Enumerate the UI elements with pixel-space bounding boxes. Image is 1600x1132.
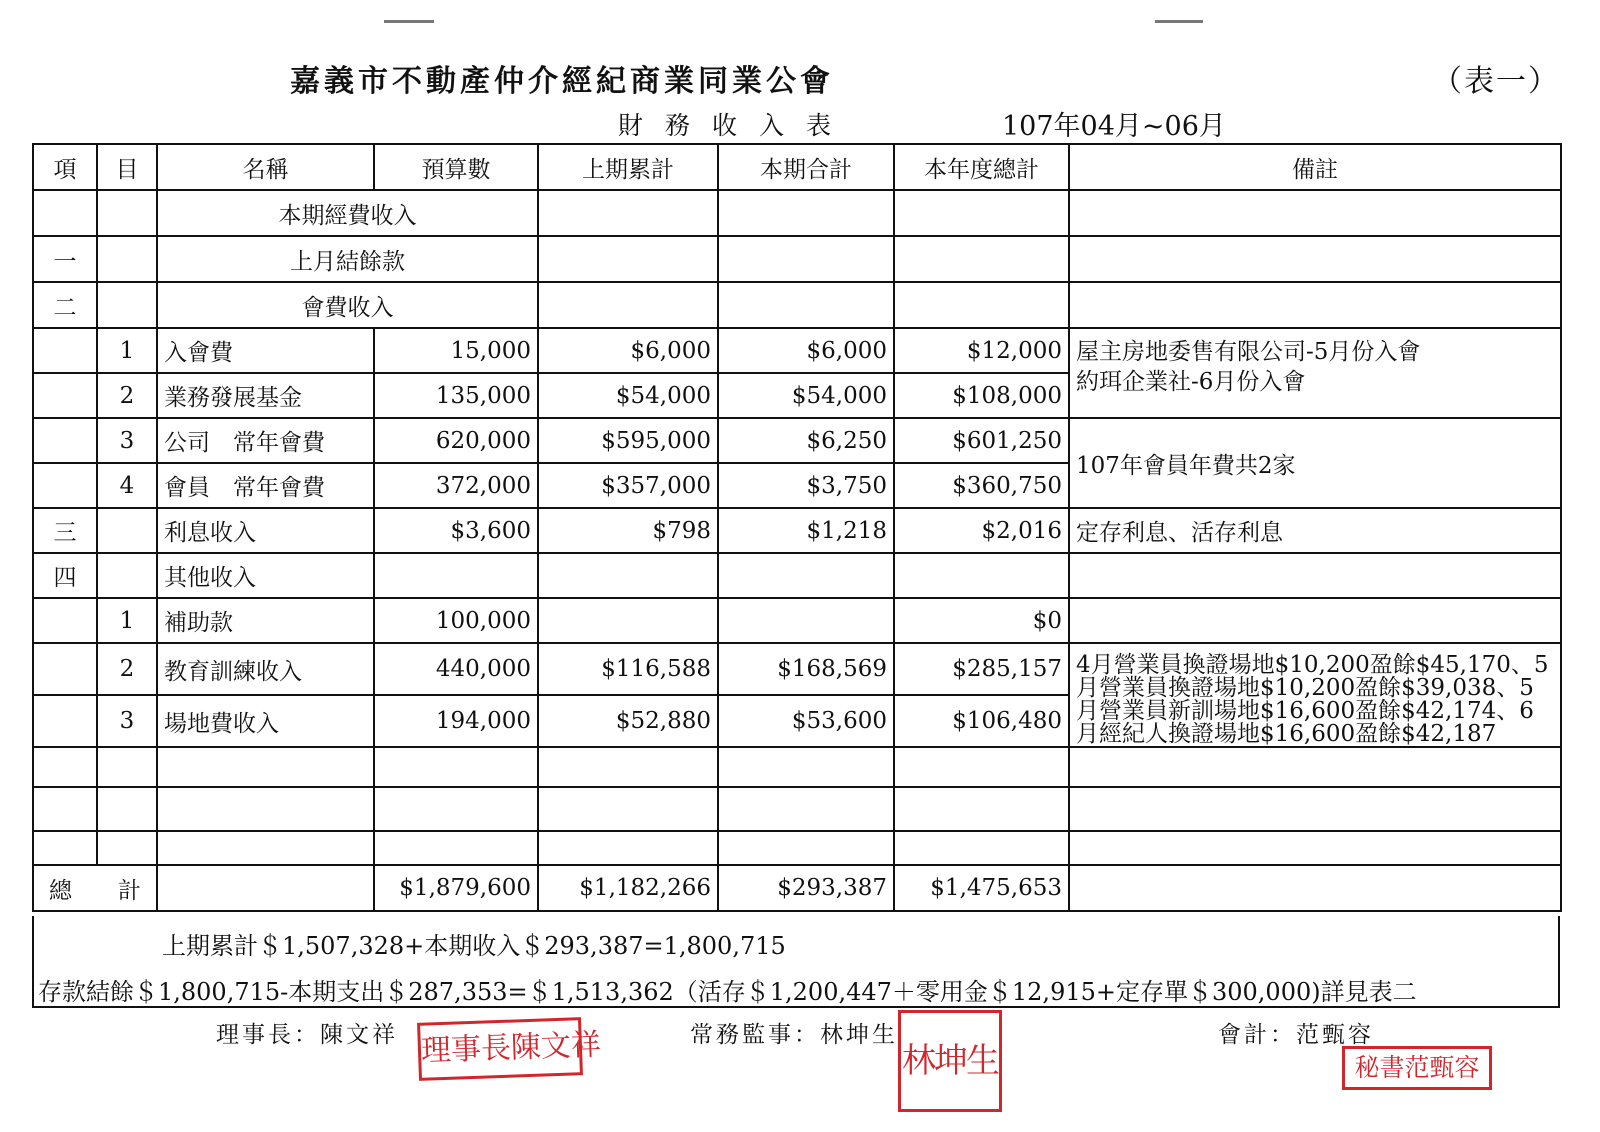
cell-item	[33, 328, 97, 373]
cell-item	[33, 643, 97, 695]
cell-sub: 1	[97, 328, 157, 373]
cell-current: $53,600	[718, 695, 894, 747]
supervisor-signature: 常務監事：林坤生	[690, 1022, 898, 1048]
table-row	[33, 598, 1561, 643]
cell-prev: $54,000	[538, 373, 718, 418]
cell-budget: 15,000	[374, 328, 538, 373]
cell-budget: 440,000	[374, 643, 538, 695]
cell-note	[1069, 598, 1561, 643]
cell-current	[718, 598, 894, 643]
col-header-name: 名稱	[157, 144, 374, 190]
cell-prev: $357,000	[538, 463, 718, 508]
empty-row	[33, 831, 1561, 865]
empty-row	[33, 787, 1561, 831]
cell-note	[1069, 553, 1561, 598]
table-row	[33, 328, 1561, 373]
cell-note	[1069, 236, 1561, 282]
cell-current: $1,218	[718, 508, 894, 553]
total-note-cell	[1069, 865, 1561, 911]
cell-name: 其他收入	[157, 553, 374, 598]
note-entry-fee-line2: 約珥企業社-6月份入會	[1076, 369, 1306, 395]
chairman-signature: 理事長：陳文祥	[216, 1022, 398, 1048]
cell-prev	[538, 553, 718, 598]
col-header-ytd: 本年度總計	[894, 144, 1069, 190]
cell-prev	[538, 236, 718, 282]
cell-sub	[97, 553, 157, 598]
cell-budget: 620,000	[374, 418, 538, 463]
total-budget: $1,879,600	[374, 865, 538, 911]
cell-name: 會費收入	[157, 282, 538, 328]
chairman-seal: 理事長陳文祥	[417, 1017, 583, 1081]
supervisor-seal: 林坤生	[898, 1010, 1002, 1112]
cell-ytd: $0	[894, 598, 1069, 643]
table-row	[33, 236, 1561, 282]
col-header-prev: 上期累計	[538, 144, 718, 190]
cell-current	[718, 282, 894, 328]
cell-sub	[97, 508, 157, 553]
col-header-budget: 預算數	[374, 144, 538, 190]
cell-note	[1069, 190, 1561, 236]
cell-ytd	[894, 553, 1069, 598]
cell-name: 利息收入	[157, 508, 374, 553]
cell-prev	[538, 282, 718, 328]
total-label: 總 計	[33, 865, 157, 911]
cell-name: 補助款	[157, 598, 374, 643]
cell-sub: 3	[97, 418, 157, 463]
cell-name: 業務發展基金	[157, 373, 374, 418]
cell-ytd: $360,750	[894, 463, 1069, 508]
top-mark-left	[384, 20, 434, 23]
cell-budget: 100,000	[374, 598, 538, 643]
cell-sub: 2	[97, 643, 157, 695]
cell-prev: $798	[538, 508, 718, 553]
col-header-item: 項	[33, 144, 97, 190]
cell-prev	[538, 598, 718, 643]
report-subtitle: 財務收入表	[618, 111, 854, 140]
cell-prev: $595,000	[538, 418, 718, 463]
cell-name: 會員 常年會費	[157, 463, 374, 508]
cell-prev: $52,880	[538, 695, 718, 747]
cell-prev: $6,000	[538, 328, 718, 373]
cell-current	[718, 236, 894, 282]
cell-current	[718, 553, 894, 598]
cell-ytd: $2,016	[894, 508, 1069, 553]
table-row	[33, 190, 1561, 236]
cell-item	[33, 418, 97, 463]
col-header-current: 本期合計	[718, 144, 894, 190]
table-row	[33, 418, 1561, 463]
cell-item: 二	[33, 282, 97, 328]
cell-budget	[374, 553, 538, 598]
org-title: 嘉義市不動產仲介經紀商業同業公會	[290, 64, 834, 99]
total-name-cell	[157, 865, 374, 911]
cell-note-entry-fee	[1069, 328, 1561, 418]
cell-note-interest: 定存利息、活存利息	[1069, 508, 1561, 553]
cell-item	[33, 373, 97, 418]
cell-current: $3,750	[718, 463, 894, 508]
cell-ytd	[894, 236, 1069, 282]
note-entry-fee-line1: 屋主房地委售有限公司-5月份入會	[1076, 339, 1421, 365]
cell-name: 場地費收入	[157, 695, 374, 747]
empty-row	[33, 747, 1561, 787]
total-prev: $1,182,266	[538, 865, 718, 911]
cell-prev: $116,588	[538, 643, 718, 695]
cell-item	[33, 463, 97, 508]
total-row	[33, 865, 1561, 911]
top-mark-right	[1155, 20, 1203, 23]
cell-name: 教育訓練收入	[157, 643, 374, 695]
cell-item	[33, 190, 97, 236]
cell-sub	[97, 190, 157, 236]
report-period: 107年04月~06月	[1002, 111, 1226, 142]
table-header-row	[33, 144, 1561, 190]
table-row	[33, 508, 1561, 553]
cell-item: 一	[33, 236, 97, 282]
cell-sub	[97, 236, 157, 282]
secretary-seal: 秘書范甄容	[1342, 1046, 1492, 1090]
col-header-sub: 目	[97, 144, 157, 190]
table-row	[33, 553, 1561, 598]
cell-budget: 194,000	[374, 695, 538, 747]
cell-current: $6,000	[718, 328, 894, 373]
cell-current: $6,250	[718, 418, 894, 463]
summary-line-1: 上期累計＄1,507,328+本期收入＄293,387=1,800,715	[162, 932, 786, 960]
cell-budget: 135,000	[374, 373, 538, 418]
cell-prev	[538, 190, 718, 236]
cell-note	[1069, 282, 1561, 328]
cell-ytd: $601,250	[894, 418, 1069, 463]
cell-ytd	[894, 190, 1069, 236]
col-header-notes: 備註	[1069, 144, 1561, 190]
cell-budget: 372,000	[374, 463, 538, 508]
form-number: （表一）	[1432, 64, 1560, 99]
table-row	[33, 643, 1561, 695]
cell-ytd: $285,157	[894, 643, 1069, 695]
income-table	[32, 143, 1562, 912]
cell-item: 三	[33, 508, 97, 553]
summary-line-2: 存款結餘＄1,800,715-本期支出＄287,353=＄1,513,362（活存＄1,200,447＋零用金＄12,915+定存單＄300,000)詳見表二	[38, 978, 1417, 1006]
cell-sub: 2	[97, 373, 157, 418]
cell-name: 上月結餘款	[157, 236, 538, 282]
cell-ytd: $106,480	[894, 695, 1069, 747]
cell-sub	[97, 282, 157, 328]
cell-name: 本期經費收入	[157, 190, 538, 236]
cell-budget: $3,600	[374, 508, 538, 553]
cell-sub: 1	[97, 598, 157, 643]
cell-name: 入會費	[157, 328, 374, 373]
cell-sub: 4	[97, 463, 157, 508]
cell-name: 公司 常年會費	[157, 418, 374, 463]
total-current: $293,387	[718, 865, 894, 911]
cell-note-membership: 107年會員年費共2家	[1069, 418, 1561, 508]
cell-sub: 3	[97, 695, 157, 747]
cell-item	[33, 598, 97, 643]
cell-note-training: 4月營業員換證場地$10,200盈餘$45,170、5月營業員換證場地$10,200盈餘$39,038、5月營業員新訓場地$16,600盈餘$42,174、6月經紀人換證場地$16,600盈餘$42,187	[1069, 643, 1561, 747]
cell-ytd: $12,000	[894, 328, 1069, 373]
cell-current: $168,569	[718, 643, 894, 695]
cell-current	[718, 190, 894, 236]
total-ytd: $1,475,653	[894, 865, 1069, 911]
cell-ytd	[894, 282, 1069, 328]
cell-item: 四	[33, 553, 97, 598]
table-row	[33, 282, 1561, 328]
accountant-signature: 會計：范甄容	[1218, 1022, 1374, 1048]
cell-current: $54,000	[718, 373, 894, 418]
cell-ytd: $108,000	[894, 373, 1069, 418]
cell-item	[33, 695, 97, 747]
